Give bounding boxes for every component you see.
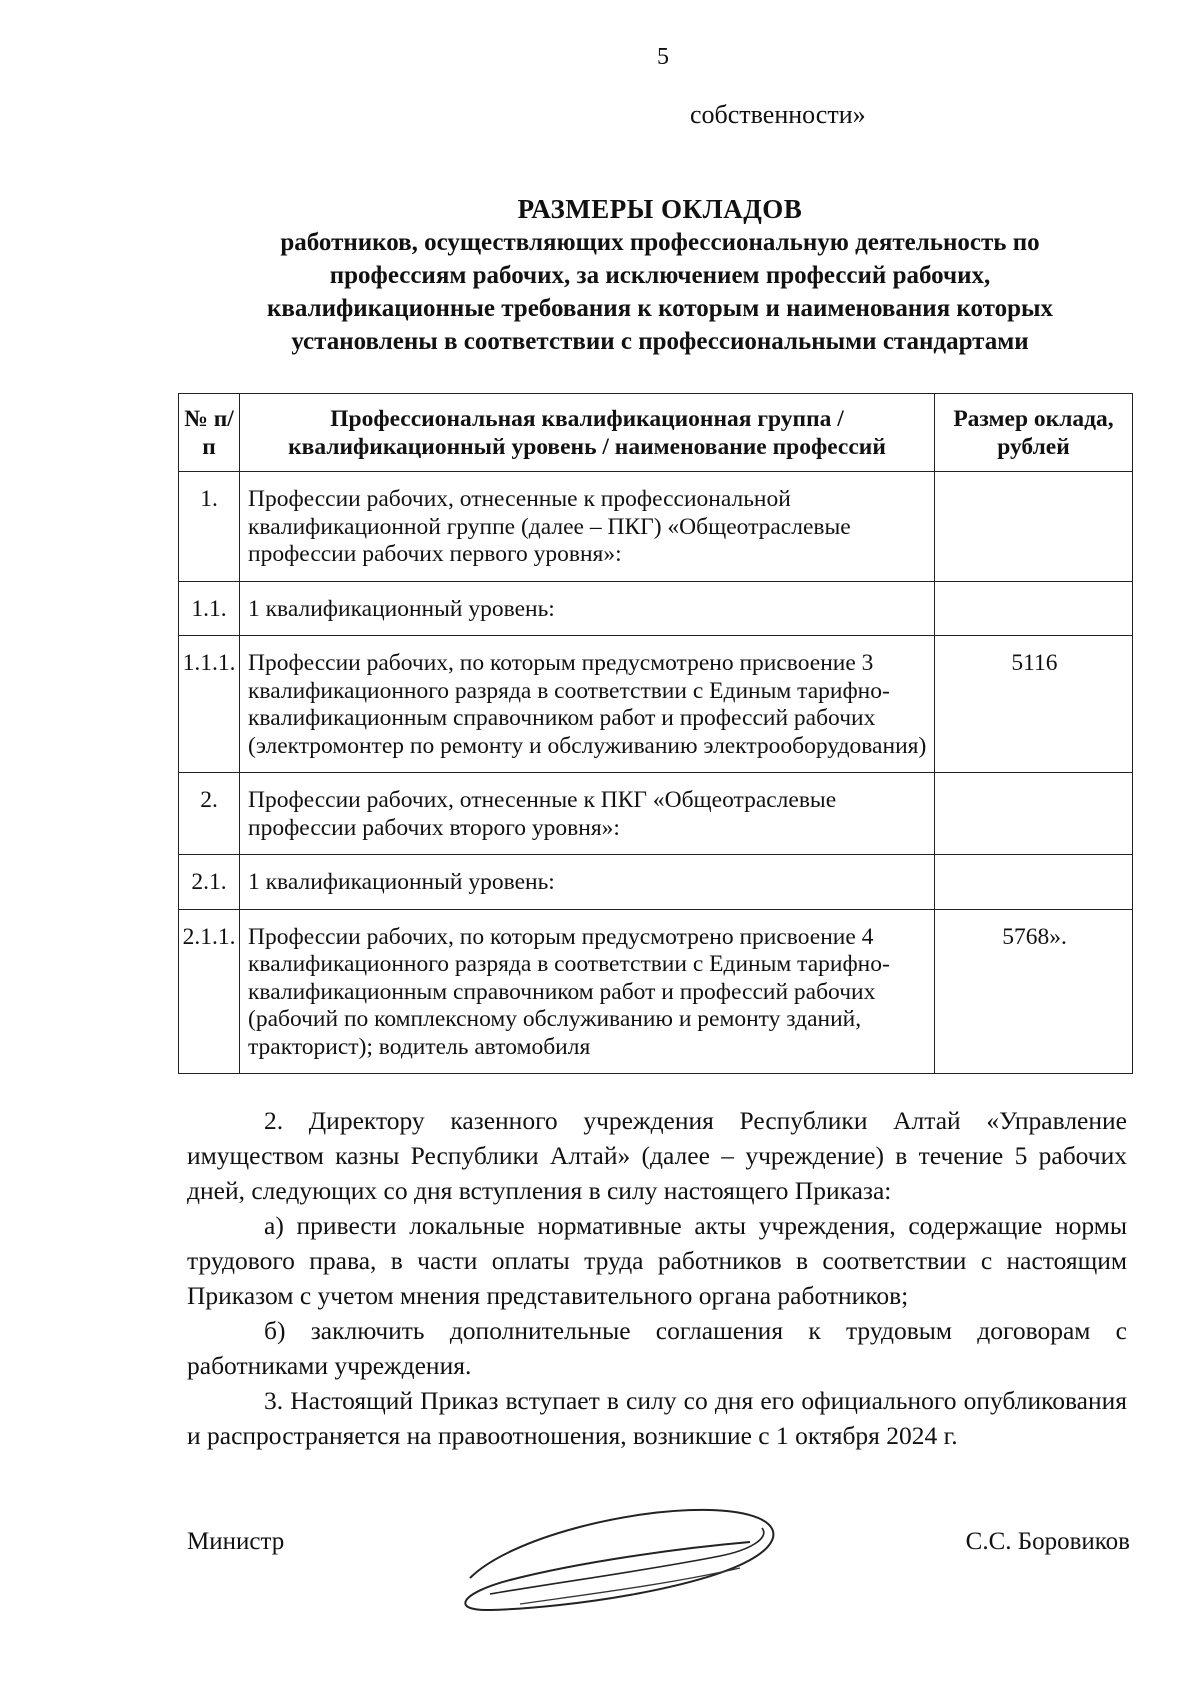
row-text: Профессии рабочих, отнесенные к ПКГ «Общеотраслевые профессии рабочих второго уровня»:	[240, 773, 935, 855]
header-amount: Размер оклада, рублей	[935, 394, 1133, 472]
body-paragraph: 3. Настоящий Приказ вступает в силу со дня его официального опубликования и распространяется на правоотношения, возникшие с 1 октября 2024 г.	[187, 1386, 1127, 1450]
body-text	[187, 1103, 1127, 1453]
row-number: 2.1.1.	[179, 909, 240, 1074]
row-amount	[935, 773, 1133, 855]
table-row	[179, 581, 1133, 636]
row-number: 1.1.	[179, 581, 240, 636]
signatory-position: Министр	[187, 1528, 285, 1555]
row-text: Профессии рабочих, по которым предусмотрено присвоение 4 квалификационного разряда в соответствии с Единым тарифно-квалификационным справочником работ и профессий рабочих (рабочий по комплексному обслуживанию и ремонту зданий, тракторист); водитель автомобиля	[240, 909, 935, 1074]
table-row	[179, 472, 1133, 582]
table-row	[179, 773, 1133, 855]
row-amount	[935, 472, 1133, 582]
row-text: 1 квалификационный уровень:	[240, 855, 935, 910]
table-row	[179, 855, 1133, 910]
heading-title: РАЗМЕРЫ ОКЛАДОВ	[517, 194, 803, 224]
table-row	[179, 909, 1133, 1074]
heading-subtitle-line: работников, осуществляющих профессиональную деятельность по	[280, 229, 1040, 256]
row-text: 1 квалификационный уровень:	[240, 581, 935, 636]
heading-subtitle-line: профессиям рабочих, за исключением профессий рабочих,	[329, 262, 991, 289]
row-text: Профессии рабочих, по которым предусмотрено присвоение 3 квалификационного разряда в соответствии с Единым тарифно-квалификационным справочником работ и профессий рабочих (электромонтер по ремонту и обслуживанию электрооборудования)	[240, 636, 935, 773]
table-row	[179, 636, 1133, 773]
row-number: 2.1.	[179, 855, 240, 910]
heading-subtitle-line: установлены в соответствии с профессиональными стандартами	[291, 328, 1029, 355]
row-number: 1.1.1.	[179, 636, 240, 773]
header-number: № п/п	[179, 394, 240, 472]
row-amount: 5768».	[935, 909, 1133, 1074]
row-amount	[935, 581, 1133, 636]
row-number: 1.	[179, 472, 240, 582]
document-heading	[180, 192, 1140, 358]
heading-subtitle-line: квалификационные требования к которым и наименования которых	[266, 295, 1054, 322]
continuation-text: собственности»	[690, 100, 866, 129]
header-group: Профессиональная квалификационная группа / квалификационный уровень / наименование профессий	[240, 394, 935, 472]
body-paragraph: 2. Директору казенного учреждения Республики Алтай «Управление имуществом казны Республики Алтай» (далее – учреждение) в течение 5 рабочих дней, следующих со дня вступления в силу настоящего Приказа:	[187, 1106, 1127, 1205]
row-number: 2.	[179, 773, 240, 855]
row-text: Профессии рабочих, отнесенные к профессиональной квалификационной группе (далее – ПКГ) «Общеотраслевые профессии рабочих первого уровня»:	[240, 472, 935, 582]
salary-table	[178, 393, 1133, 1074]
row-amount: 5116	[935, 636, 1133, 773]
body-paragraph: б) заключить дополнительные соглашения к трудовым договорам с работниками учреждения.	[187, 1316, 1127, 1380]
page-number: 5	[657, 44, 669, 70]
table-header-row	[179, 394, 1133, 472]
row-amount	[935, 855, 1133, 910]
signatory-name: С.С. Боровиков	[965, 1528, 1130, 1555]
body-paragraph: а) привести локальные нормативные акты учреждения, содержащие нормы трудового права, в части оплаты труда работников в соответствии с настоящим Приказом с учетом мнения представительного органа работников;	[187, 1211, 1127, 1310]
handwritten-signature	[450, 1498, 810, 1628]
